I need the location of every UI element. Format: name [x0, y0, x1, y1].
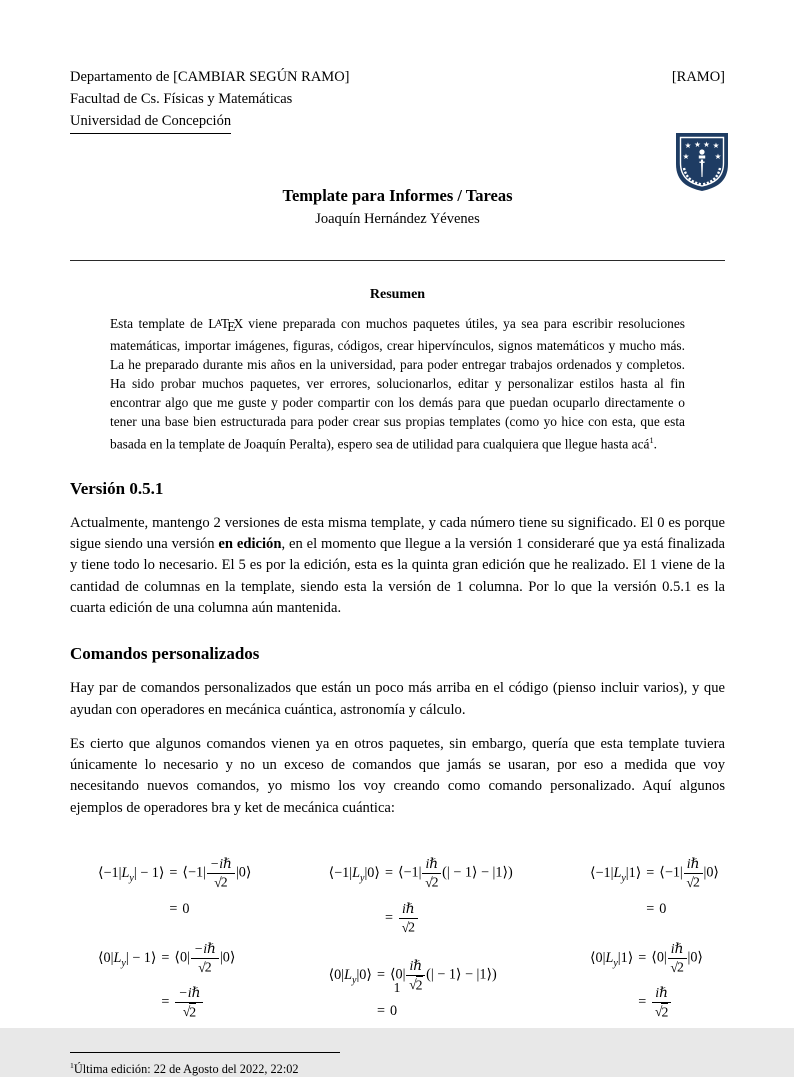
svg-text:★: ★: [714, 152, 722, 161]
latex-logo: LATEX: [208, 316, 243, 335]
abstract-text: Esta template de LATEX viene preparada con muchos paquetes útiles, ya sea para escribir resoluciones matemáticas, importar imágenes, figuras, códigos, crear hipervínculos, signos matemáticos y mucho más. La he preparado durante mis años en la universidad, para poder entregar trabajos ordenados y completos. Ha sido probar muchos paquetes, ver errores, solucionarlos, editar y personalizar estilos hasta al fin encontrar algo que me guste y poder compartir con los demás para que puedan ocuparlo directamente o tener una base bien estructurada para poder crear sus propias templates (como yo hice con esta, que esta basada en la template de Joaquín Peralta), espero sea de utilidad para cualquiera que llegue hasta acá$^1$.: [110, 316, 685, 452]
institution-block: [70, 66, 350, 134]
footnote-text: $^1$Última edición: 22 de Agosto del 2022, 22:02: [70, 1061, 299, 1077]
course-tag: [RAMO]: [671, 69, 725, 85]
equation-group: $⟨-1|L_y|1⟩$ = ⟨−1| $\frac{\text{iℏ}}{√2}$ |0⟩ = 0: [589, 856, 719, 917]
svg-text:★: ★: [684, 141, 692, 150]
svg-text:★: ★: [703, 140, 710, 149]
svg-text:★: ★: [682, 152, 690, 161]
equation-column-1: [98, 851, 251, 1038]
page-number: 1: [393, 980, 401, 995]
comandos-paragraph-2: Es cierto que algunos comandos vienen ya en otros paquetes, sin embargo, quería que esta template tuviera únicamente lo necesario y no un exceso de comandos que jamás se usaran, por eso a medida que voy necesitando nuevos comandos, yo mismo los voy creando como comando personalizado. Aquí algunos ejemplos de operadores bra y ket de mecánica cuántica:: [70, 735, 725, 816]
version-paragraph: Actualmente, mantengo 2 versiones de esta misma template, y cada número tiene su significado. El 0 es porque sigue siendo una versión en edición, en el momento que llegue a la versión 1 consideraré que ya está finalizada y tiene todo lo necesario. El 5 es por la edición, esta es la quinta gran edición que he realizado. El 1 viene de la cantidad de columnas en la template, siendo esta la versión de 1 columna. Por lo que la versión 0.5.1 es la cuarta edición de una columna aún mantenida.: [70, 514, 725, 616]
section-heading-comandos: Comandos personalizados: [70, 644, 260, 664]
equation-block: [70, 851, 725, 1038]
equation-group: $⟨0|L_y|1⟩$ = ⟨0| $\frac{\text{iℏ}}{√2}$ |0⟩ = $\frac{\text{iℏ}}{√2}$: [589, 940, 703, 1020]
department-line: Departamento de [CAMBIAR SEGÚN RAMO]: [70, 69, 350, 85]
abstract-heading: Resumen: [369, 287, 426, 302]
footnote-rule: [70, 1052, 340, 1053]
document-title: Template para Informes / Tareas: [282, 186, 513, 205]
page-header: [70, 66, 725, 134]
equation-group: $⟨0|L_y|$ − 1⟩ = ⟨0| $\frac{\text{−iℏ}}{√2}$ |0⟩ = $\frac{\text{−iℏ}}{√2}$: [98, 940, 236, 1020]
equation-column-3: [590, 851, 719, 1038]
university-logo: [674, 132, 730, 192]
faculty-line: Facultad de Cs. Físicas y Matemáticas: [70, 91, 293, 107]
equation-column-2: [329, 851, 513, 1038]
title-block: [70, 186, 725, 228]
header-rule: [70, 260, 725, 261]
svg-text:★: ★: [712, 141, 720, 150]
equation-group: $⟨-1|L_y|0⟩$ = ⟨−1| $\frac{\text{iℏ}}{√2}$ (| − 1⟩ − |1⟩) = $\frac{\text{iℏ}}{√2}$: [328, 856, 513, 935]
university-shield-icon: [674, 132, 730, 192]
comandos-paragraph-1: Hay par de comandos personalizados que están un poco más arriba en el código (pienso incluir varios), y que ayudan con operadores en mecánica cuántica, astronomía y cálculo.: [70, 680, 725, 718]
equation-group: $⟨-1|L_y|$ − 1⟩ = ⟨−1| $\frac{\text{−iℏ}}{√2}$ |0⟩ = 0: [98, 856, 252, 917]
document-author: Joaquín Hernández Yévenes: [315, 211, 480, 227]
svg-text:★: ★: [694, 140, 701, 149]
equation-group: $⟨0|L_y|0⟩$ = ⟨0| $\frac{\text{iℏ}}{√2}$ (| − 1⟩ − |1⟩) = 0: [328, 958, 497, 1020]
section-heading-version: Versión 0.5.1: [70, 478, 164, 498]
university-line: Universidad de Concepción: [70, 110, 231, 134]
